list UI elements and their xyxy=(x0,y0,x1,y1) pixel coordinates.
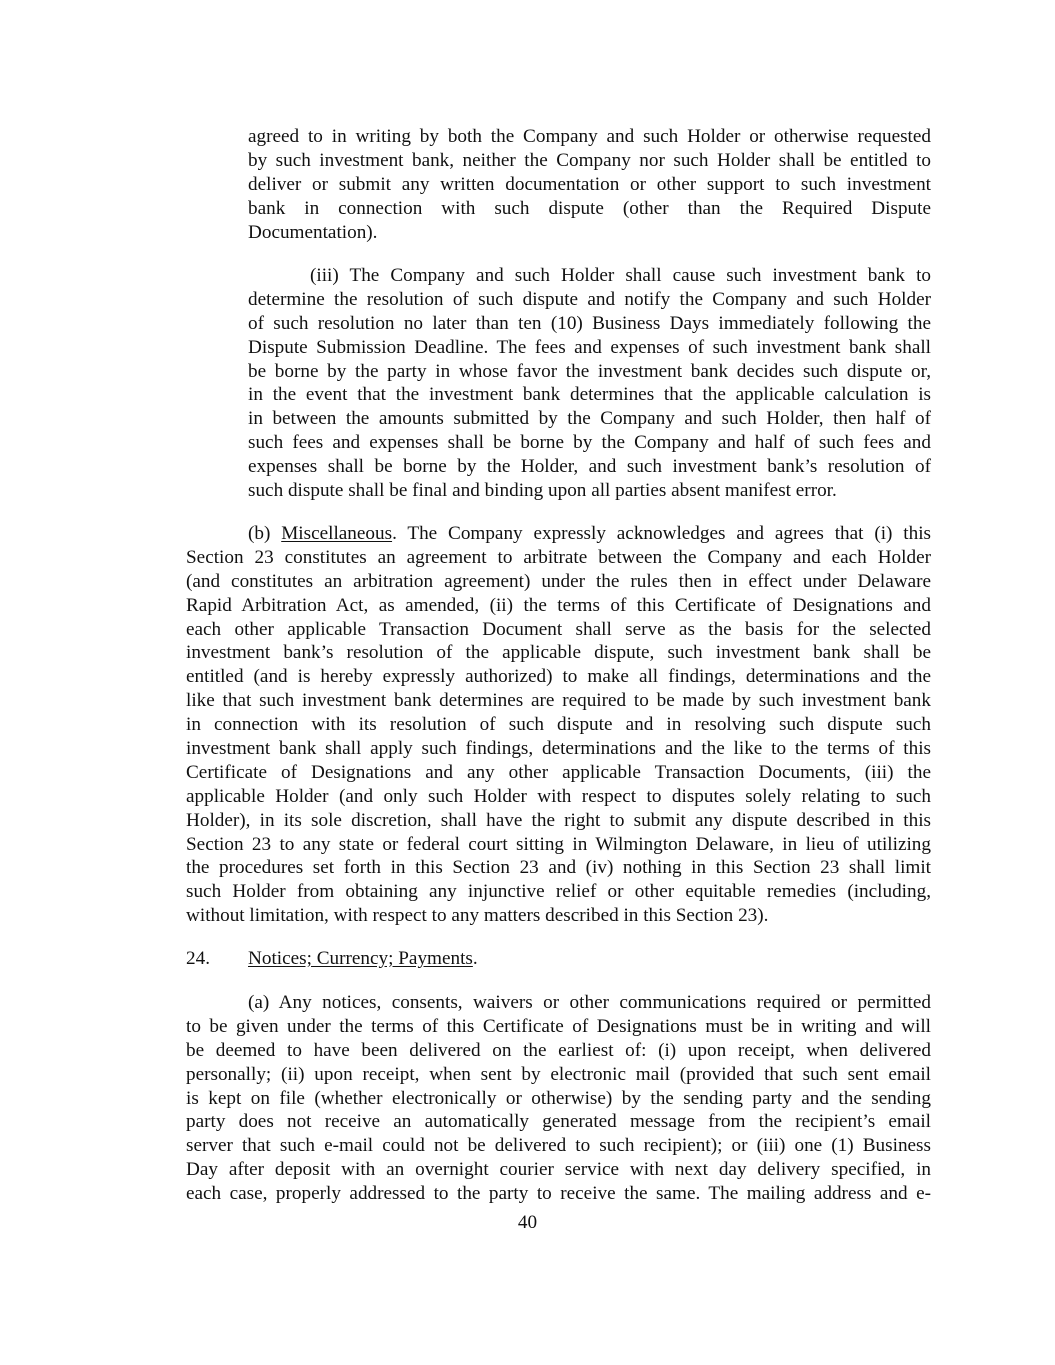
text-line: Day after deposit with an overnight courier service with next day delivery specified, in xyxy=(186,1159,931,1181)
section-title: Notices; Currency; Payments xyxy=(248,948,473,969)
text-line: be borne by the party in whose favor the investment bank decides such dispute or, xyxy=(248,360,931,382)
text-line: without limitation, with respect to any matters described in this Section 23). xyxy=(186,905,769,927)
text-line: Certificate of Designations and any other applicable Transaction Documents, (iii) the xyxy=(186,761,931,783)
text-line: bank in connection with such dispute (other than the Required Dispute xyxy=(248,197,931,219)
text-line: investment bank’s resolution of the applicable dispute, such investment bank shall be xyxy=(186,642,931,664)
clause-heading-miscellaneous: Miscellaneous xyxy=(281,523,393,544)
section-24-heading xyxy=(186,947,478,971)
text-line: in between the amounts submitted by the Company and such Holder, then half of xyxy=(248,408,931,430)
text-line: like that such investment bank determines are required to be made by such investment bank xyxy=(186,690,931,712)
page-number: 40 xyxy=(517,1212,538,1233)
text-line xyxy=(186,522,931,546)
text-line: by such investment bank, neither the Company nor such Holder shall be entitled to xyxy=(248,149,931,171)
text-line: investment bank shall apply such findings, determinations and the like to the terms of this xyxy=(186,738,931,760)
section-title-suffix: . xyxy=(472,948,478,969)
text-line: to be given under the terms of this Certificate of Designations must be in writing and will xyxy=(186,1015,931,1037)
text-line: be deemed to have been delivered on the earliest of: (i) upon receipt, when delivered xyxy=(186,1039,931,1061)
text-line: party does not receive an automatically generated message from the recipient’s email xyxy=(186,1111,931,1133)
text-line: applicable Holder (and only such Holder with respect to disputes solely relating to such xyxy=(186,785,931,807)
text-line: agreed to in writing by both the Company and such Holder or otherwise requested xyxy=(248,126,931,147)
text-line: such fees and expenses shall be borne by the Company and half of such fees and xyxy=(248,432,931,454)
clause-text: . The Company expressly acknowledges and agrees that (i) this xyxy=(392,523,932,544)
text-line: deliver or submit any written documentation or other support to such investment xyxy=(248,173,931,195)
clause-iii-paragraph xyxy=(248,264,931,503)
clause-label: (b) xyxy=(248,523,282,544)
text-line: such dispute shall be final and binding upon all parties absent manifest error. xyxy=(248,480,837,502)
text-line: Section 23 constitutes an agreement to arbitrate between the Company and each Holder xyxy=(186,546,931,568)
text-line: is kept on file (whether electronically or otherwise) by the sending party and the sending xyxy=(186,1087,931,1109)
section-number: 24. xyxy=(186,948,210,969)
text-line: each other applicable Transaction Document shall serve as the basis for the selected xyxy=(186,618,931,640)
text-line: entitled (and is hereby expressly authorized) to make all findings, determinations and the xyxy=(186,666,931,688)
text-line: Rapid Arbitration Act, as amended, (ii) the terms of this Certificate of Designations and xyxy=(186,594,931,616)
text-line: Holder), in its sole discretion, shall have the right to submit any dispute described in this xyxy=(186,809,931,831)
text-line: in the event that the investment bank determines that the applicable calculation is xyxy=(248,384,931,406)
text-line: each case, properly addressed to the party to receive the same. The mailing address and e- xyxy=(186,1183,931,1205)
text-line: personally; (ii) upon receipt, when sent by electronic mail (provided that such sent email xyxy=(186,1063,931,1085)
text-line: of such resolution no later than ten (10) Business Days immediately following the xyxy=(248,312,931,334)
clause-b-miscellaneous-paragraph xyxy=(186,522,931,928)
text-line: the procedures set forth in this Section 23 and (iv) nothing in this Section 23 shall limit xyxy=(186,857,931,879)
text-line: (iii) The Company and such Holder shall cause such investment bank to xyxy=(310,265,931,286)
clause-a-notices-paragraph xyxy=(186,991,931,1206)
text-line: in connection with its resolution of such dispute and in resolving such dispute such xyxy=(186,714,931,736)
text-line: Documentation). xyxy=(248,221,378,243)
text-line: (a) Any notices, consents, waivers or other communications required or permitted xyxy=(248,992,931,1013)
text-line: (and constitutes an arbitration agreement) under the rules then in effect under Delaware xyxy=(186,570,931,592)
text-line: such Holder from obtaining any injunctive relief or other equitable remedies (including, xyxy=(186,881,931,903)
text-line: server that such e-mail could not be delivered to such recipient); or (iii) one (1) Business xyxy=(186,1135,931,1157)
continuation-paragraph xyxy=(248,125,931,244)
text-line: determine the resolution of such dispute and notify the Company and such Holder xyxy=(248,288,931,310)
text-line: Section 23 to any state or federal court sitting in Wilmington Delaware, in lieu of utilizing xyxy=(186,833,931,855)
text-line: expenses shall be borne by the Holder, and such investment bank’s resolution of xyxy=(248,456,931,478)
text-line: Dispute Submission Deadline. The fees and expenses of such investment bank shall xyxy=(248,336,931,358)
